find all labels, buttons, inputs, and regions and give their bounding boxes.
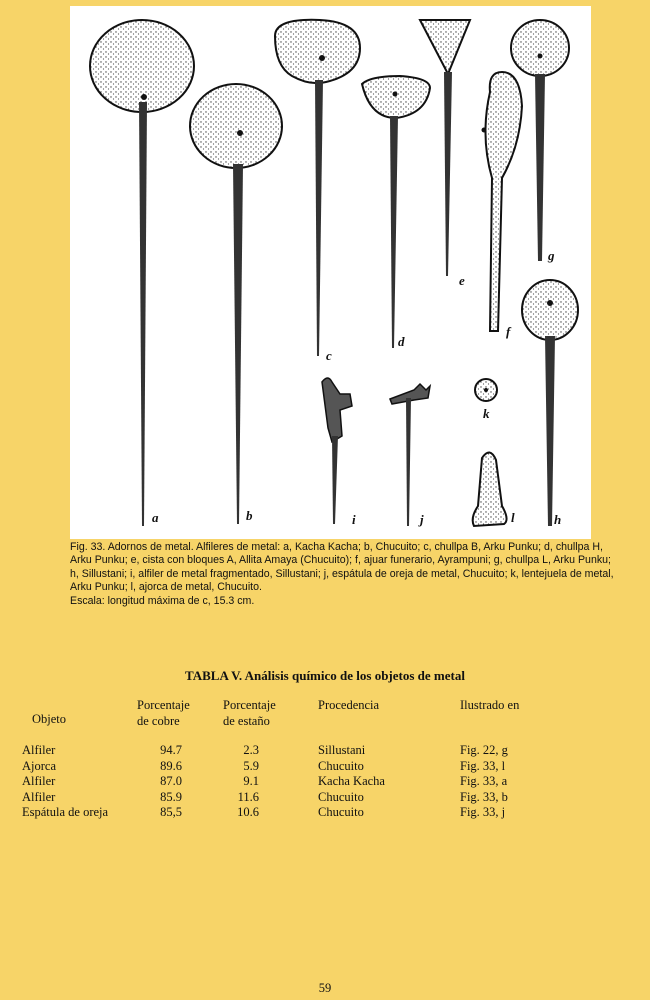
cell-cobre: 85.9 bbox=[160, 789, 182, 804]
cell-procedencia: Chucuito bbox=[318, 758, 364, 773]
cell-ilustrado: Fig. 33, l bbox=[460, 758, 506, 773]
pin-c bbox=[275, 20, 360, 356]
pin-d bbox=[362, 76, 430, 348]
cell-estano: 2.3 bbox=[243, 743, 259, 757]
table-row bbox=[0, 743, 650, 758]
table-row bbox=[0, 774, 650, 789]
cell-cobre: 85,5 bbox=[160, 805, 182, 819]
pin-b bbox=[190, 84, 282, 524]
pin-f bbox=[482, 72, 523, 331]
figure-illustration bbox=[70, 6, 591, 539]
cell-estano: 9.1 bbox=[243, 774, 259, 788]
cell-cobre: 89.6 bbox=[160, 758, 182, 773]
figure-caption bbox=[70, 541, 622, 608]
table-title: TABLA V. Análisis químico de los objetos de metal bbox=[185, 668, 465, 683]
header-procedencia: Procedencia bbox=[318, 698, 380, 712]
label-i: i bbox=[352, 512, 356, 527]
header-cobre: Porcentaje de cobre bbox=[137, 698, 190, 728]
cell-objeto: Alfiler bbox=[22, 743, 56, 757]
caption-text: Fig. 33. Adornos de metal. Alfileres de metal: a, Kacha Kacha; b, Chucuito; c, chullpa B, Arku Punku; d, chullpa H, Arku Punku; e, cista con bloques A, Allita Amaya (Chucuito); f, ajuar funerario, Ayrampuni; g, chullpa L, Arku Punku; h, Sillustani; i, alfiler de metal fragmentado, Sillustani; j, espátula de oreja de metal, Chucuito; k, lentejuela de metal, Arku Punku; l, ajorca de metal, Chucuito. bbox=[70, 541, 614, 594]
label-c: c bbox=[326, 348, 332, 363]
cell-cobre: 87.0 bbox=[160, 774, 182, 788]
cell-ilustrado: Fig. 33, a bbox=[460, 774, 508, 788]
bracelet-l bbox=[473, 452, 507, 526]
cell-procedencia: Sillustani bbox=[318, 743, 366, 757]
pin-j bbox=[390, 384, 430, 526]
pin-a bbox=[90, 20, 194, 526]
cell-ilustrado: Fig. 33, b bbox=[460, 789, 508, 804]
label-a: a bbox=[152, 510, 159, 525]
cell-ilustrado: Fig. 33, j bbox=[460, 805, 506, 819]
caption-scale: Escala: longitud máxima de c, 15.3 cm. bbox=[70, 594, 255, 607]
cell-procedencia: Chucuito bbox=[318, 805, 364, 819]
pin-e bbox=[420, 20, 470, 276]
label-l: l bbox=[511, 510, 515, 525]
cell-estano: 10.6 bbox=[237, 805, 259, 819]
cell-ilustrado: Fig. 22, g bbox=[460, 743, 508, 757]
cell-cobre: 94.7 bbox=[160, 743, 182, 757]
cell-objeto: Ajorca bbox=[22, 758, 57, 773]
page-number: 59 bbox=[318, 981, 332, 995]
label-h: h bbox=[554, 512, 562, 527]
cell-estano: 11.6 bbox=[237, 789, 259, 804]
label-j: j bbox=[420, 512, 424, 527]
header-ilustrado: Ilustrado en bbox=[460, 698, 520, 712]
cell-objeto: Alfiler bbox=[22, 789, 56, 804]
table-row bbox=[0, 805, 650, 820]
pin-i bbox=[322, 378, 352, 524]
label-f: f bbox=[506, 324, 511, 339]
table-row bbox=[0, 759, 650, 774]
label-d: d bbox=[398, 334, 405, 349]
cell-procedencia: Kacha Kacha bbox=[318, 774, 385, 788]
header-estano: Porcentaje de estaño bbox=[223, 698, 276, 728]
cell-objeto: Espátula de oreja bbox=[22, 805, 109, 819]
label-g: g bbox=[548, 248, 555, 263]
pin-h bbox=[522, 280, 578, 526]
cell-estano: 5.9 bbox=[243, 758, 259, 773]
table-row bbox=[0, 790, 650, 805]
cell-objeto: Alfiler bbox=[22, 774, 56, 788]
label-k: k bbox=[483, 406, 490, 421]
pin-g bbox=[511, 20, 569, 261]
sequin-k bbox=[475, 379, 497, 401]
label-e: e bbox=[459, 273, 465, 288]
header-objeto: Objeto bbox=[32, 712, 67, 726]
cell-procedencia: Chucuito bbox=[318, 789, 364, 804]
label-b: b bbox=[246, 508, 253, 523]
